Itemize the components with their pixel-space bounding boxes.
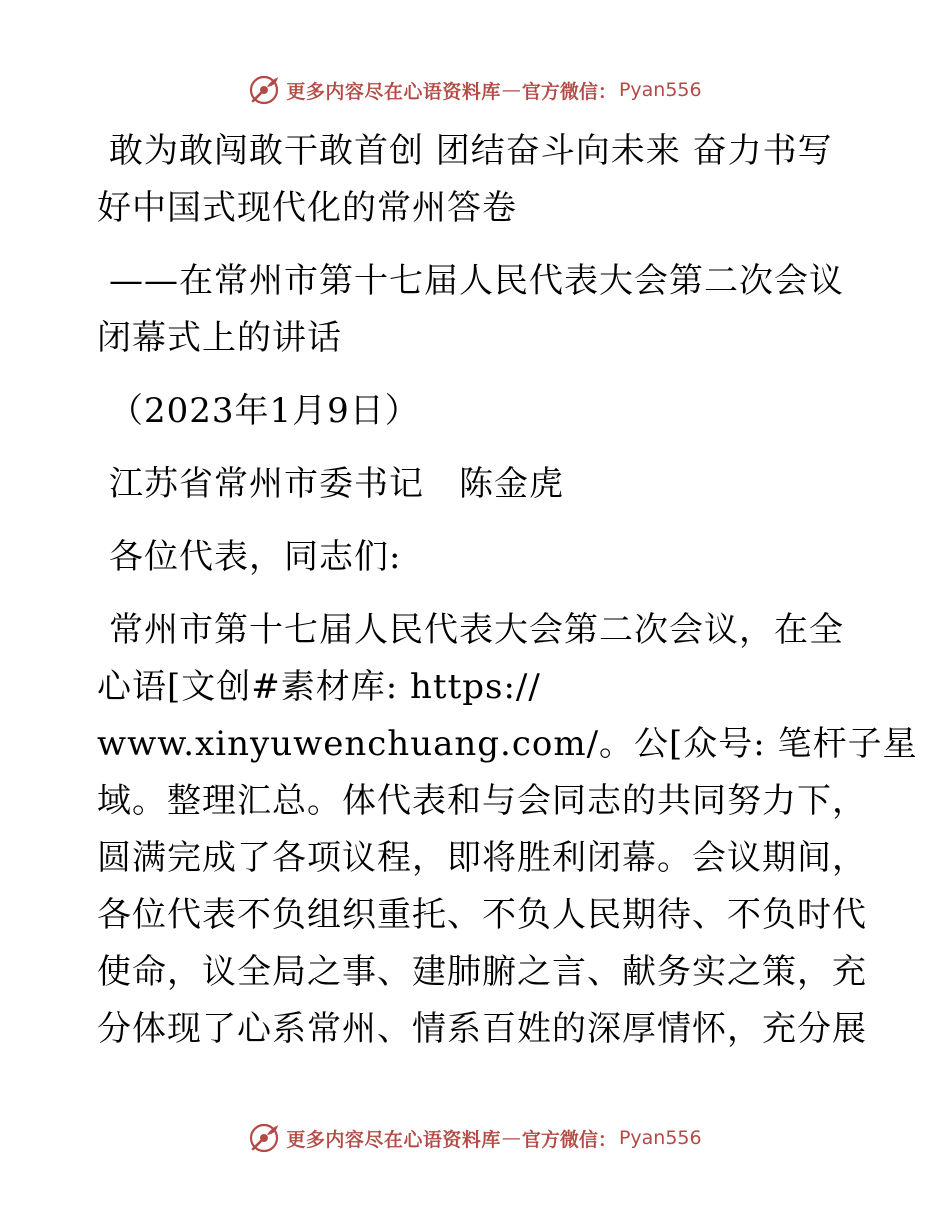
spacer	[97, 586, 857, 602]
banner-text: 更多内容尽在心语资料库	[286, 1128, 501, 1151]
document-author: 江苏省常州市委书记 陈金虎	[109, 464, 564, 504]
body-line: 域。整理汇总。体代表和与会同志的共同努力下，	[97, 781, 867, 821]
spacer	[97, 513, 857, 529]
banner-wechat-label: 官方微信：	[521, 1128, 617, 1151]
banner-separator: —	[501, 1127, 521, 1149]
spacer	[97, 440, 857, 456]
body-line: 使命，议全局之事、建肺腑之言、献务实之策，充	[97, 952, 867, 992]
body-line: 圆满完成了各项议程，即将胜利闭幕。会议期间，	[97, 838, 867, 878]
spacer	[97, 237, 857, 253]
document-title-line: 敢为敢闯敢干敢首创 团结奋斗向未来 奋力书写	[109, 131, 833, 171]
document-body	[97, 123, 918, 1058]
document-subtitle-line: ——在常州市第十七届人民代表大会第二次会议	[109, 261, 844, 301]
quill-pen-logo-icon	[248, 1122, 280, 1154]
document-title-line: 好中国式现代化的常州答卷	[97, 188, 517, 228]
banner-wechat-label: 官方微信：	[521, 80, 617, 103]
banner-separator: —	[501, 79, 521, 101]
body-line: 各位代表不负组织重托、不负人民期待、不负时代	[97, 895, 867, 935]
spacer	[97, 367, 857, 383]
quill-pen-logo-icon	[248, 74, 280, 106]
document-date: （2023年1月9日）	[109, 391, 420, 431]
banner-wechat-id: Pyan556	[618, 1127, 702, 1149]
header-banner	[0, 70, 950, 110]
document-salutation: 各位代表，同志们:	[109, 537, 402, 577]
body-line: 分体现了心系常州、情系百姓的深厚情怀，充分展	[97, 1009, 867, 1049]
body-line: 心语[文创#素材库: https://	[97, 667, 541, 707]
document-subtitle-line: 闭幕式上的讲话	[97, 318, 342, 358]
body-line: www.xinyuwenchuang.com/。公[众号: 笔杆子星	[97, 724, 918, 764]
footer-banner	[0, 1118, 950, 1158]
banner-text: 更多内容尽在心语资料库	[286, 80, 501, 103]
banner-wechat-id: Pyan556	[618, 79, 702, 101]
body-line: 常州市第十七届人民代表大会第二次会议，在全	[109, 610, 844, 650]
